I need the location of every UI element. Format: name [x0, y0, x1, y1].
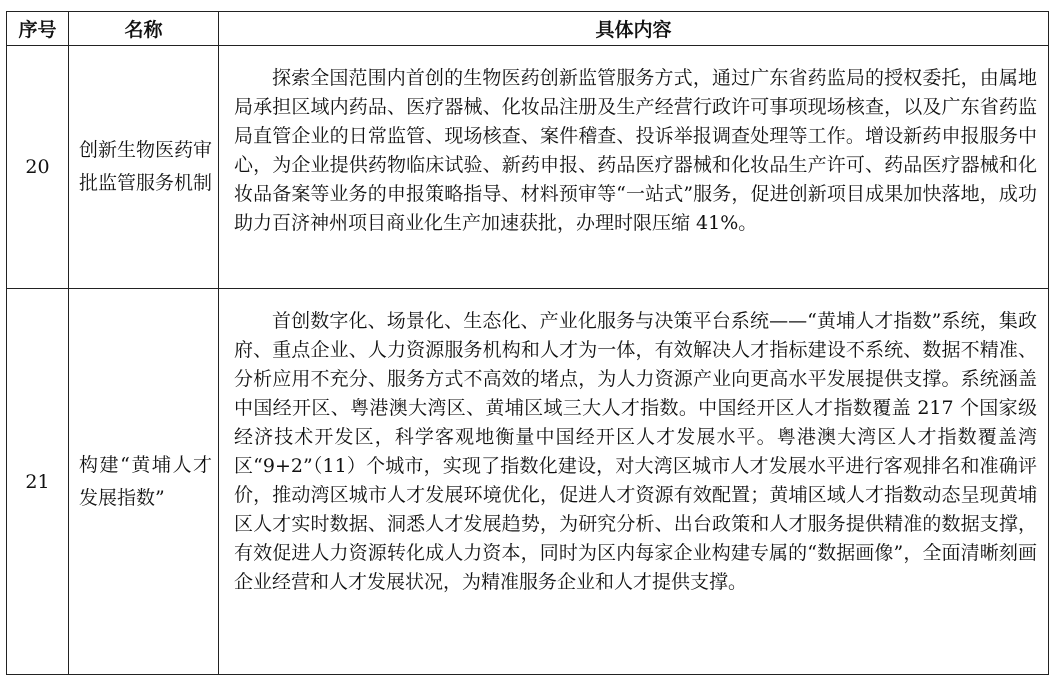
row-content-text: 探索全国范围内首创的生物医药创新监管服务方式，通过广东省药监局的授权委托，由属地局承担区域内药品、医疗器械、化妆品注册及生产经营行政许可事项现场核查，以及广东省药监局直管企业的日常监管、现场核查、案件稽查、投诉举报调查处理等工作。增设新药申报服务中心，为企业提供药物临床试验、新药申报、药品医疗器械和化妆品生产许可、药品医疗器械和化妆品备案等业务的申报策略指导、材料预审等“一站式”服务，促进创新项目成果加快落地，成功助力百济神州项目商业化生产加速获批，办理时限压缩 41%。 [234, 67, 1037, 234]
header-name: 名称 [69, 12, 219, 46]
header-content: 具体内容 [219, 12, 1049, 46]
content-table [6, 11, 1049, 675]
table-header-row [7, 12, 1049, 46]
table-row [7, 46, 1049, 289]
row-name: 创新生物医药审批监管服务机制 [69, 46, 219, 289]
row-content [219, 46, 1049, 289]
row-content-text: 首创数字化、场景化、生态化、产业化服务与决策平台系统——“黄埔人才指数”系统，集政府、重点企业、人力资源服务机构和人才为一体，有效解决人才指标建设不系统、数据不精准、分析应用不充分、服务方式不高效的堵点，为人力资源产业向更高水平发展提供支撑。系统涵盖中国经开区、粤港澳大湾区、黄埔区域三大人才指数。中国经开区人才指数覆盖 217 个国家级经济技术开发区，科学客观地衡量中国经开区人才发展水平。粤港澳大湾区人才指数覆盖湾区“9+2”（11）个城市，实现了指数化建设，对大湾区城市人才发展水平进行客观排名和准确评价，推动湾区城市人才发展环境优化，促进人才资源有效配置；黄埔区域人才指数动态呈现黄埔区人才实时数据、洞悉人才发展趋势，为研究分析、出台政策和人才服务提供精准的数据支撑，有效促进人力资源转化成人力资本，同时为区内每家企业构建专属的“数据画像”，全面清晰刻画企业经营和人才发展状况，为精准服务企业和人才提供支撑。 [234, 310, 1037, 593]
row-content [219, 289, 1049, 675]
table-row [7, 289, 1049, 675]
row-index: 20 [7, 46, 69, 289]
row-name: 构建“黄埔人才发展指数” [69, 289, 219, 675]
row-index: 21 [7, 289, 69, 675]
header-index: 序号 [7, 12, 69, 46]
